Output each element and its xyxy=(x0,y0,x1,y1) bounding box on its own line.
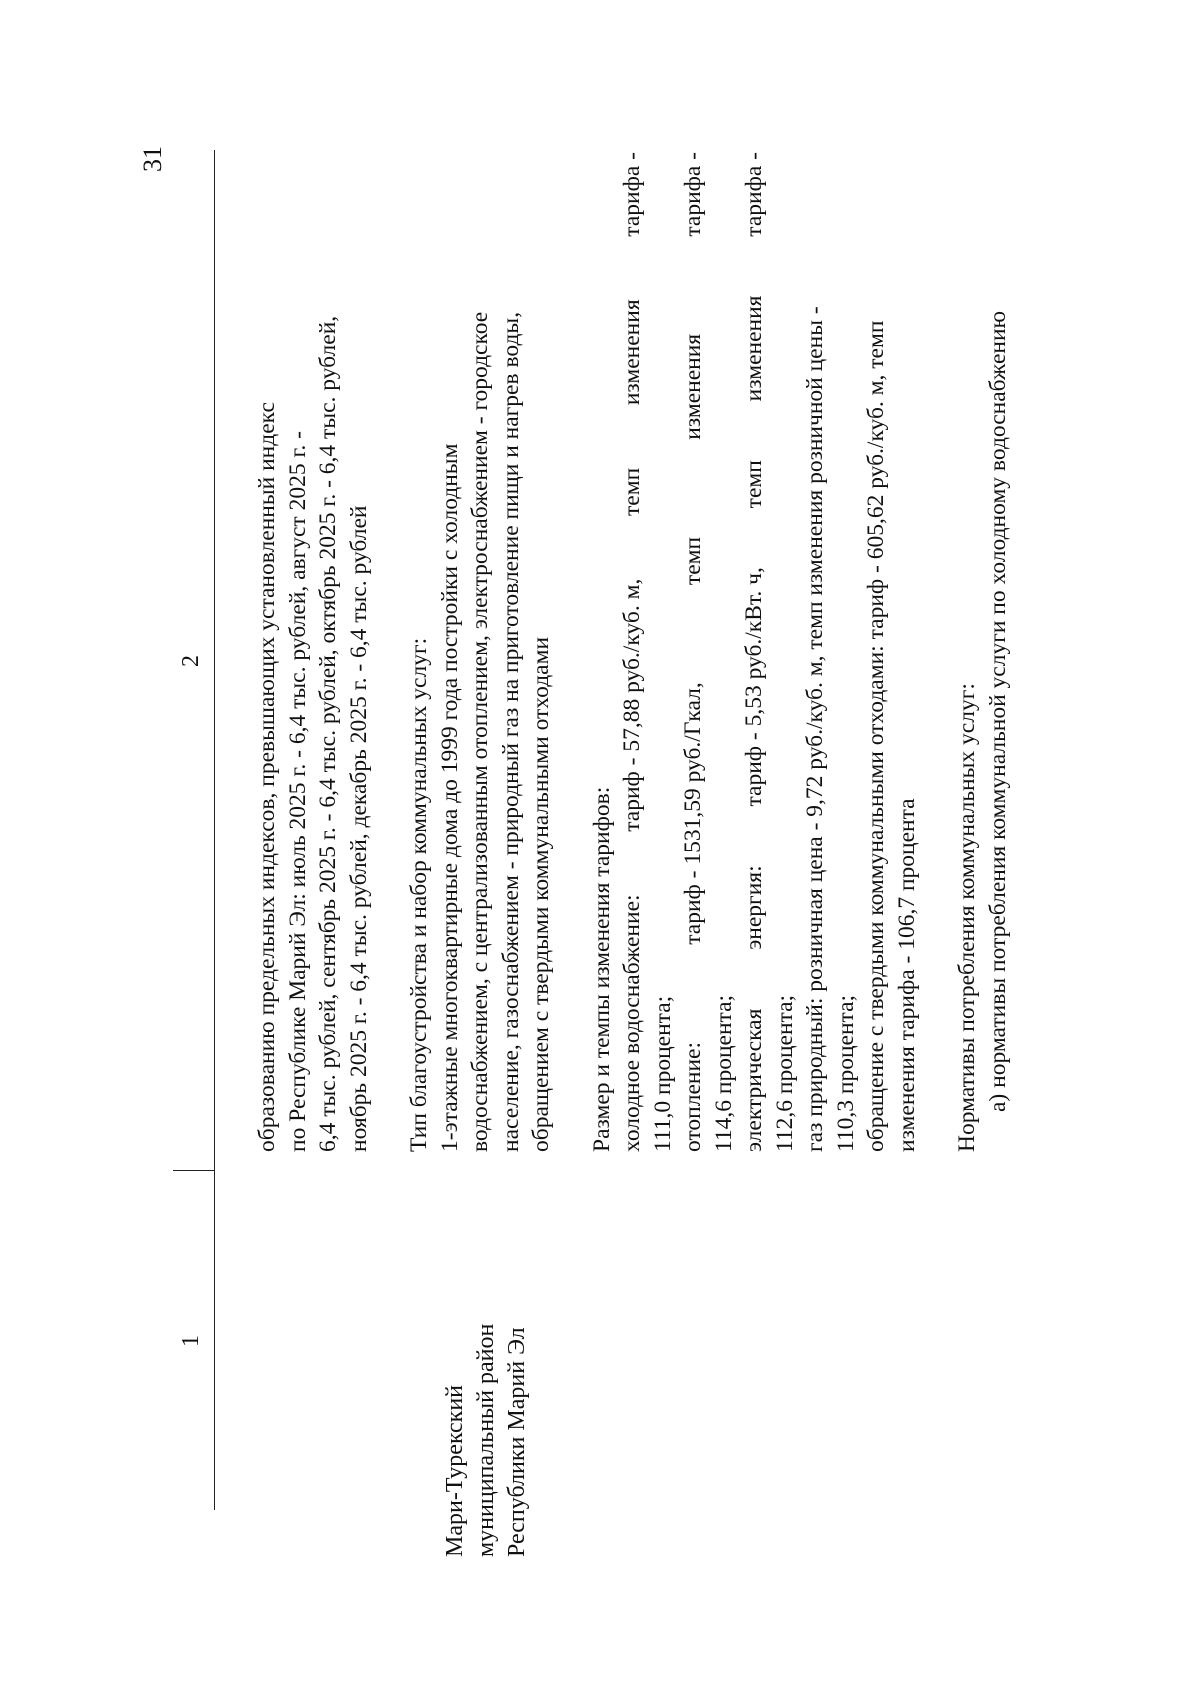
tariff-label: отопление: xyxy=(680,1042,706,1152)
tariff-heating xyxy=(678,152,709,1152)
municipality-line: Мари-Турекский xyxy=(442,1384,468,1557)
tariff-word: изменения xyxy=(680,333,706,440)
tariffs-heading: Размер и темпы изменения тарифов: xyxy=(588,786,615,1152)
tariff-word: темп xyxy=(741,460,767,509)
tariff-word: тарифа - xyxy=(680,152,706,237)
table-header-rule xyxy=(214,150,215,1510)
tariff-word: темп xyxy=(680,536,706,586)
tariff-value: тариф - 57,88 руб./куб. м, xyxy=(619,578,645,832)
column-header-2: 2 xyxy=(178,655,204,667)
municipality-cell xyxy=(440,1177,533,1557)
tariff-label: электрическая xyxy=(741,1008,767,1152)
amenities-line: население, газоснабжением - природный газ на приготовление пищи и нагрев воды, xyxy=(497,311,524,1152)
amenities-line: 1-этажные многоквартирные дома до 1999 года постройки с холодным xyxy=(436,443,463,1152)
table-column-divider xyxy=(173,1170,214,1171)
municipality-line: Республики Марий Эл xyxy=(504,1327,530,1557)
column-header-1: 1 xyxy=(178,1335,204,1347)
tariff-label: холодное водоснабжение: xyxy=(619,894,645,1152)
tariff-label: энергия: xyxy=(741,865,767,950)
tariff-word: темп xyxy=(619,467,645,516)
amenities-line: водоснабжением, с централизованным отоплением, электроснабжением - городское xyxy=(467,311,493,1152)
tariff-word: изменения xyxy=(619,299,645,406)
index-line: по Республике Марий Эл: июль 2025 г. - 6,4 тыс. рублей, август 2025 г. - xyxy=(284,430,311,1152)
tariff-word: тарифа - xyxy=(619,152,645,237)
tariff-gas: газ природный: розничная цена - 9,72 руб./куб. м, темп изменения розничной цены - xyxy=(802,306,828,1152)
norms-heading: Нормативы потребления коммунальных услуг: xyxy=(954,683,980,1152)
tariff-rate: изменения тарифа - 106,7 процента xyxy=(893,798,920,1152)
tariff-rate: 110,3 процента; xyxy=(832,994,859,1152)
tariff-rate: 112,6 процента; xyxy=(771,994,798,1152)
tariff-electric xyxy=(739,152,770,1152)
amenities-heading: Тип благоустройства и набор коммунальных услуг: xyxy=(406,637,432,1152)
tariff-waste: обращение с твердыми коммунальными отходами: тариф - 605,62 руб./куб. м, темп xyxy=(863,320,889,1152)
index-line: ноябрь 2025 г. - 6,4 тыс. рублей, декабрь 2025 г. - 6,4 тыс. рублей xyxy=(345,505,372,1152)
description-cell xyxy=(252,152,1013,1152)
tariff-rate: 114,6 процента; xyxy=(710,994,737,1152)
tariff-value: тариф - 1531,59 руб./Гкал, xyxy=(680,682,706,945)
index-line: 6,4 тыс. рублей, сентябрь 2025 г. - 6,4 тыс. рублей, октябрь 2025 г. - 6,4 тыс. рублей, xyxy=(315,315,341,1152)
tariff-value: тариф - 5,53 руб./кВт. ч, xyxy=(741,567,767,807)
tariff-word: изменения xyxy=(741,295,767,402)
amenities-line: обращением с твердыми коммунальными отходами xyxy=(528,636,554,1152)
municipality-line: муниципальный район xyxy=(473,1323,499,1557)
tariff-cold-water xyxy=(617,152,648,1152)
norms-item-a: а) нормативы потребления коммунальной услуги по холодному водоснабжению xyxy=(984,310,1011,1112)
page-number: 31 xyxy=(138,146,167,172)
tariff-word: тарифа - xyxy=(741,152,767,237)
tariff-rate: 111,0 процента; xyxy=(649,995,676,1152)
index-line: образованию предельных индексов, превышающих установленный индекс xyxy=(254,402,280,1152)
